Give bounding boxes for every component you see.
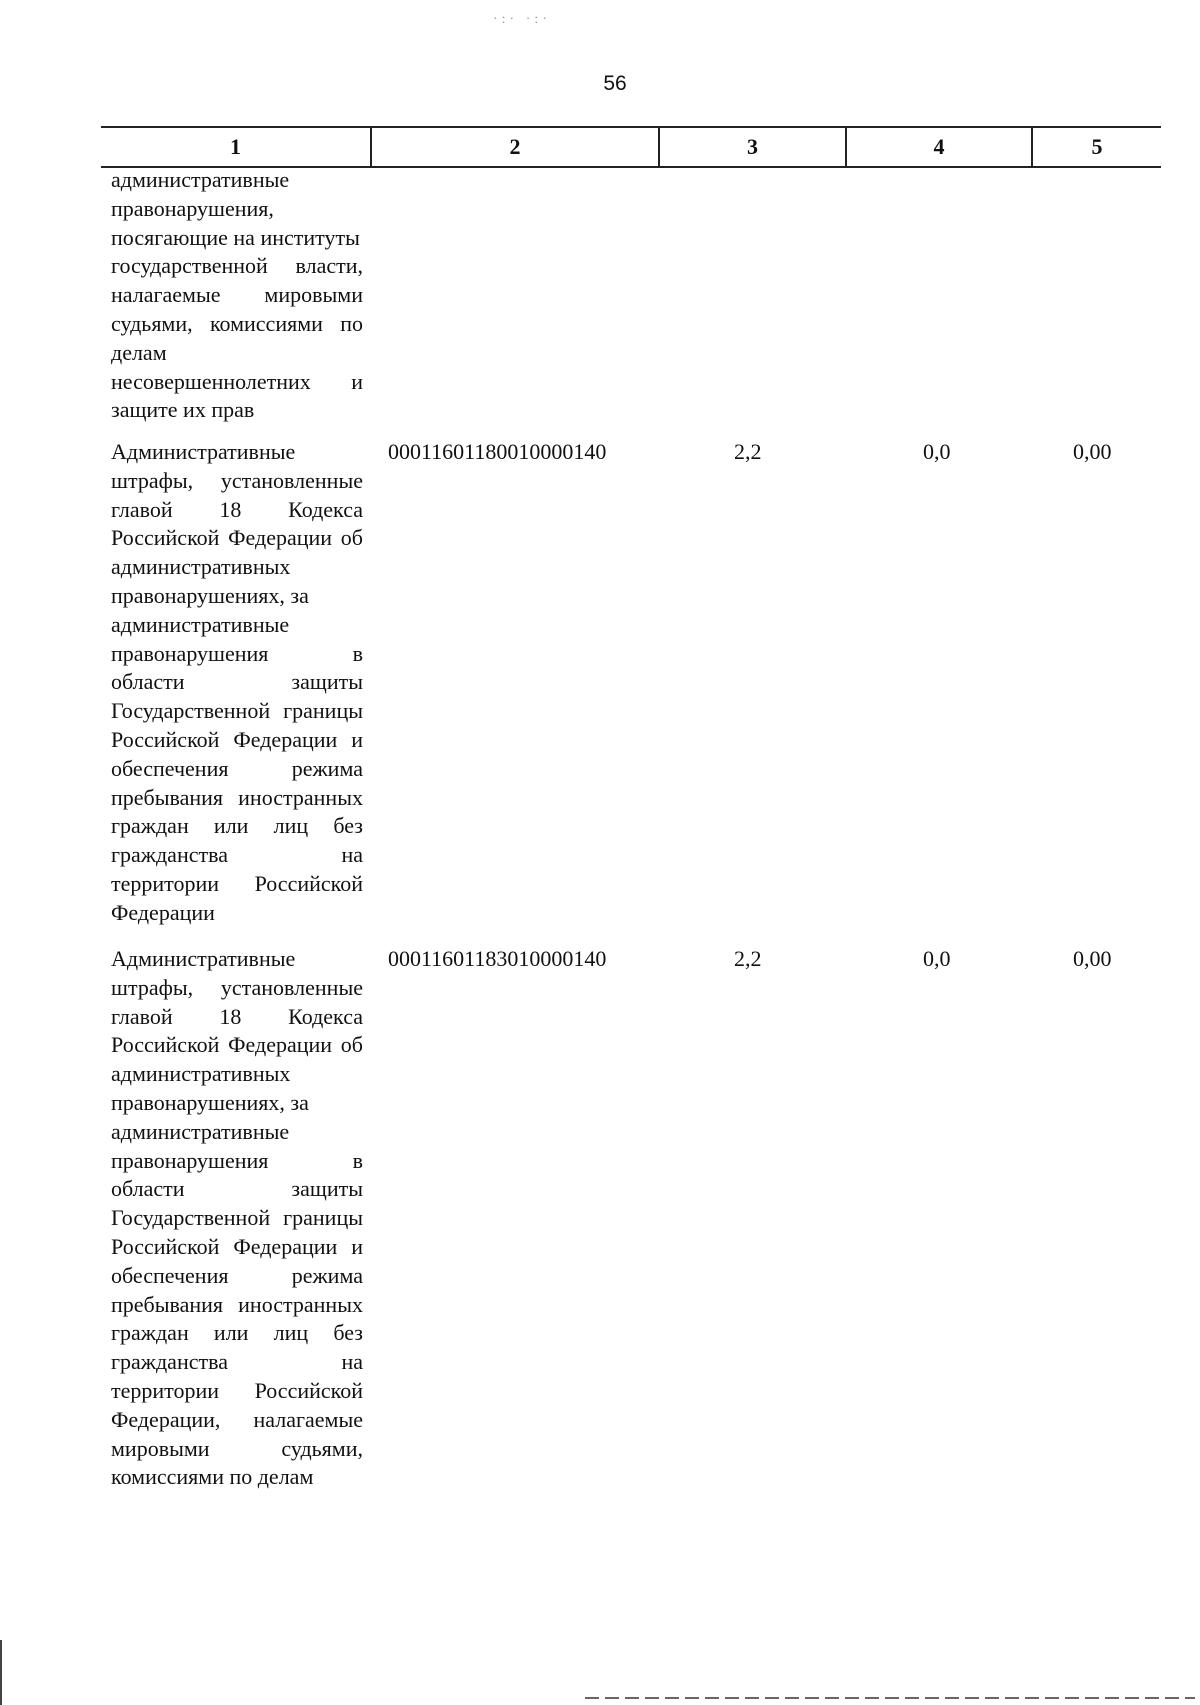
- row-code: 00011601180010000140: [388, 439, 607, 464]
- header-col-4: 4: [847, 128, 1033, 166]
- row-code: 00011601183010000140: [388, 946, 607, 971]
- row-value-col3: 2,2: [734, 439, 762, 464]
- row-value-col4: 0,0: [923, 439, 951, 464]
- table-header: [101, 126, 1161, 168]
- row-value-col5: 0,00: [1073, 439, 1112, 464]
- row-value-col3: 2,2: [734, 946, 762, 971]
- header-col-2: 2: [372, 128, 660, 166]
- row-description: административные правонарушения, посягающие на институты государственной власти, налагаемые мировыми судьями, комиссиями по делам несовершеннолетних и защите их прав: [111, 167, 363, 423]
- header-col-3: 3: [660, 128, 847, 166]
- row-value-col5: 0,00: [1073, 946, 1112, 971]
- page-number: 56: [603, 72, 627, 95]
- row-description: Административные штрафы, установленные главой 18 Кодекса Российской Федерации об административных правонарушениях, за административные правонарушения в области защиты Государственной границы Российской Федерации и обеспечения режима пребывания иностранных граждан или лиц без гражданства на территории Российской Федерации, налагаемые мировыми судьями, комиссиями по делам: [111, 946, 363, 1490]
- header-col-5: 5: [1091, 134, 1103, 159]
- row-value-col4: 0,0: [923, 946, 951, 971]
- scan-left-edge: [0, 1640, 2, 1705]
- scan-artifact: ·:· ·:·: [493, 12, 551, 27]
- row-description: Административные штрафы, установленные главой 18 Кодекса Российской Федерации об административных правонарушениях, за административные правонарушения в области защиты Государственной границы Российской Федерации и обеспечения режима пребывания иностранных граждан или лиц без гражданства на территории Российской Федерации: [111, 439, 363, 925]
- header-col-1: 1: [101, 128, 372, 166]
- scan-bottom-rule: [585, 1697, 1195, 1699]
